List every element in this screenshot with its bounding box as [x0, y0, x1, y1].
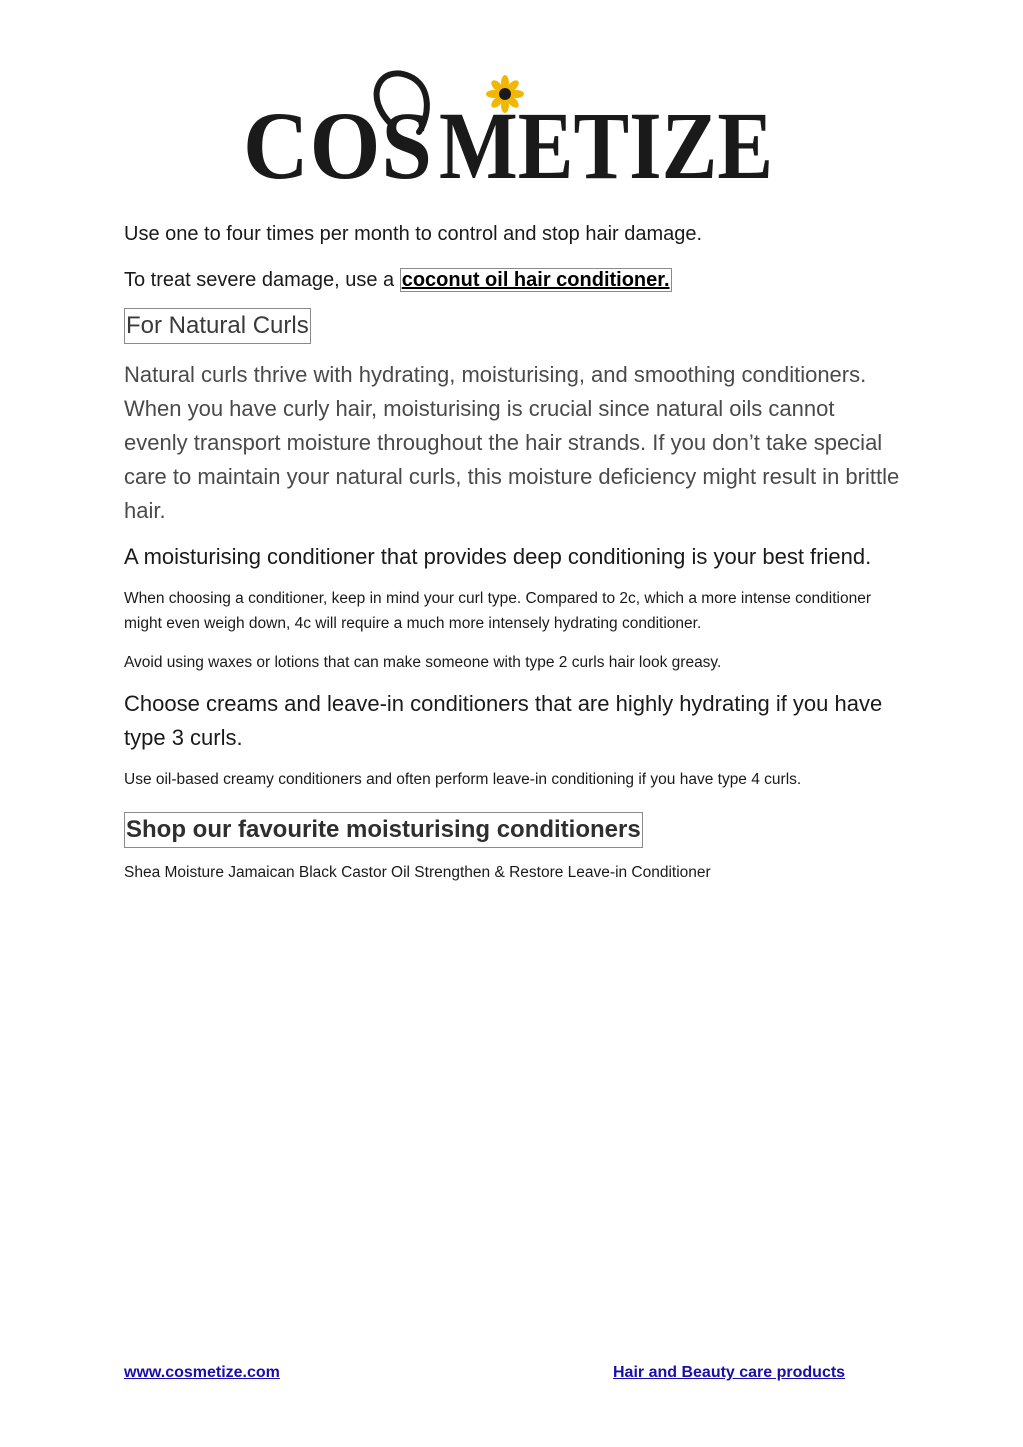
shop-heading [124, 812, 904, 848]
natural-curls-heading [124, 308, 904, 344]
article-body [124, 220, 904, 885]
natural-curls-heading-text: For Natural Curls [124, 308, 311, 344]
type-3-curls-paragraph: Choose creams and leave-in conditioners that are highly hydrating if you have type 3 curls. [124, 691, 883, 750]
curl-type-paragraph: When choosing a conditioner, keep in mind your curl type. Compared to 2c, which a more intense conditioner might even weigh down, 4c will require a much more intensely hydrating conditioner. [124, 590, 871, 632]
intro-line-2 [124, 266, 904, 294]
cosmetize-logo [243, 66, 777, 199]
best-friend-paragraph: A moisturising conditioner that provides deep conditioning is your best friend. [124, 544, 872, 569]
footer-website-link[interactable]: www.cosmetize.com [124, 1364, 280, 1381]
logo-graphic [243, 66, 777, 199]
logo-text-start: COS [243, 92, 433, 199]
intro-line-2-prefix: To treat severe damage, use a [124, 269, 400, 291]
type-4-curls-paragraph: Use oil-based creamy conditioners and often perform leave-in conditioning if you have type 4 curls. [124, 771, 802, 788]
coconut-oil-conditioner-link[interactable]: coconut oil hair conditioner. [401, 269, 670, 291]
intro-line-1: Use one to four times per month to control and stop hair damage. [124, 223, 703, 245]
shop-heading-text: Shop our favourite moisturising conditioners [124, 812, 643, 848]
logo-text-end: METIZE [439, 92, 773, 199]
type-2-curls-paragraph: Avoid using waxes or lotions that can make someone with type 2 curls hair look greasy. [124, 654, 722, 671]
product-item: Shea Moisture Jamaican Black Castor Oil Strengthen & Restore Leave-in Conditioner [124, 864, 711, 881]
footer-products-link[interactable]: Hair and Beauty care products [613, 1364, 846, 1381]
natural-curls-paragraph: Natural curls thrive with hydrating, moisturising, and smoothing conditioners. When you have curly hair, moisturising is crucial since natural oils cannot evenly transport moisture throughout the hair strands. If you don’t take special care to maintain your natural curls, this moisture deficiency might result in brittle hair. [124, 362, 900, 523]
